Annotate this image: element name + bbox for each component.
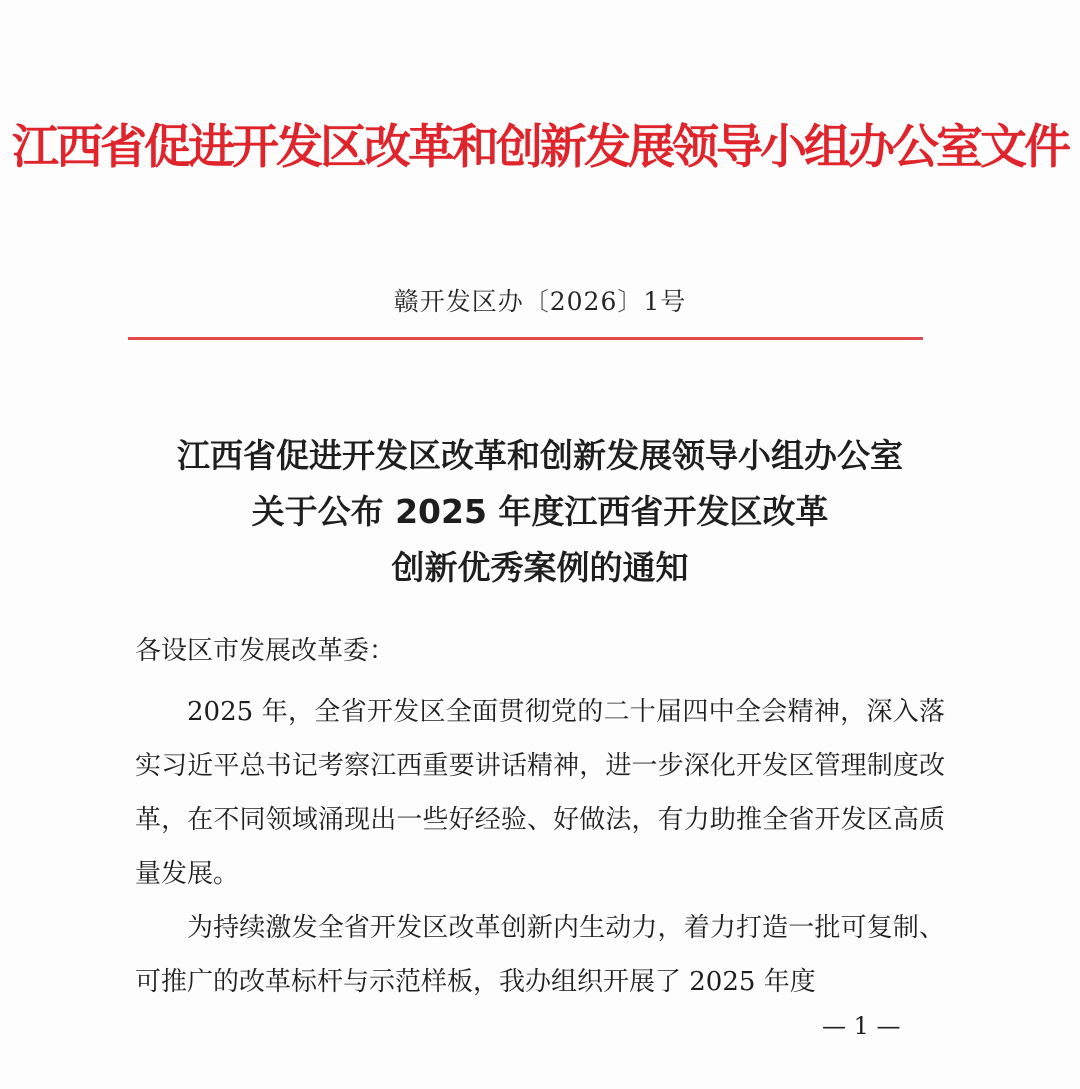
red-divider-line	[128, 337, 923, 340]
issuer-masthead: 江西省促进开发区改革和创新发展领导小组办公室文件	[12, 120, 1068, 175]
body-paragraph: 2025 年，全省开发区全面贯彻党的二十届四中全会精神，深入落实习近平总书记考察江西重要讲话精神，进一步深化开发区管理制度改革，在不同领域涌现出一些好经验、好做法，有力助推全省开发区高质量发展。	[135, 697, 945, 889]
page-number: — 1 —	[822, 1012, 901, 1040]
body-text	[135, 685, 945, 1009]
body-paragraph: 为持续激发全省开发区改革创新内生动力，着力打造一批可复制、可推广的改革标杆与示范样板，我办组织开展了 2025 年度	[135, 913, 945, 997]
notice-title-line: 创新优秀案例的通知	[391, 548, 689, 587]
salutation: 各设区市发展改革委：	[135, 636, 396, 666]
notice-title-line: 江西省促进开发区改革和创新发展领导小组办公室	[177, 436, 903, 475]
notice-title-line: 关于公布 2025 年度江西省开发区改革	[251, 492, 829, 531]
notice-title	[0, 428, 1080, 596]
document-number: 赣开发区办〔2026〕1号	[393, 287, 687, 316]
